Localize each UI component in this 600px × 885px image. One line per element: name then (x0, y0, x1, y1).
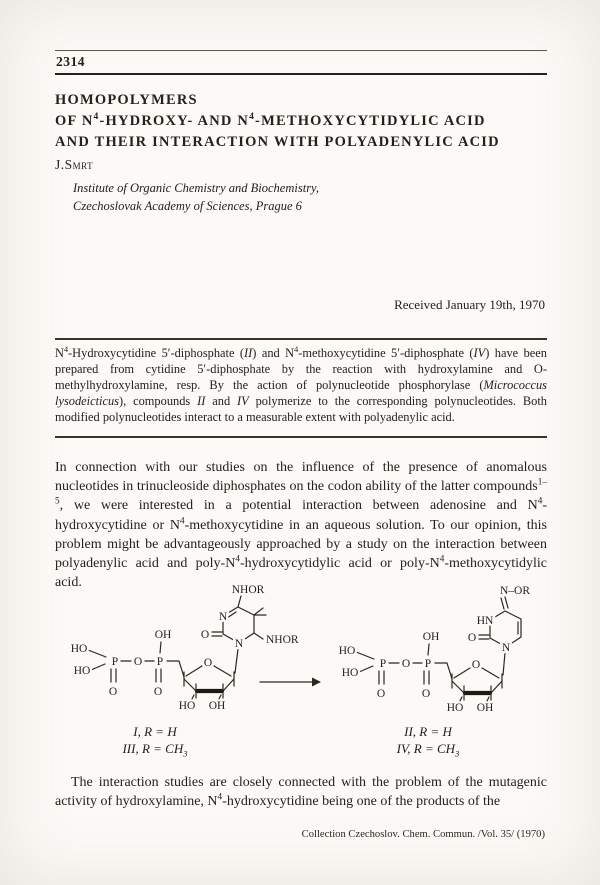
affiliation (73, 180, 319, 215)
caption-right (368, 723, 488, 757)
left-phosphate-double-bonds (111, 669, 161, 682)
atom-label: N–OR (499, 585, 531, 597)
left-ribose-bonds (184, 666, 234, 691)
atom-label: HO (70, 643, 88, 655)
atom-label: O (203, 657, 213, 669)
atom-label: O (200, 629, 210, 641)
atom-label: P (156, 656, 164, 668)
atom-label: P (379, 658, 387, 670)
atom-label: HO (178, 700, 196, 712)
atom-label: N (218, 611, 228, 623)
atom-label: HN (476, 615, 494, 627)
atom-label: N (234, 638, 244, 650)
atom-label: NHOR (231, 584, 265, 596)
atom-label: O (421, 688, 431, 700)
atom-label: NHOR (266, 634, 299, 646)
arrow-head (312, 678, 321, 687)
caption-right-line-1: II, R = H (404, 724, 452, 739)
header-rule-thick (55, 73, 547, 75)
caption-left (95, 723, 215, 757)
structure-right (339, 585, 531, 714)
header-rule-thin (55, 50, 547, 51)
title-line-1: HOMOPOLYMERS (55, 92, 198, 108)
atom-label: O (401, 658, 411, 670)
atom-label: P (111, 656, 119, 668)
affiliation-line-1: Institute of Organic Chemistry and Biochemistry, (73, 181, 320, 195)
reaction-arrow (260, 678, 321, 687)
abstract-rule-top (55, 338, 547, 340)
atom-label: OH (208, 700, 226, 712)
title-line-3: AND THEIR INTERACTION WITH POLYADENYLIC ACID (55, 134, 500, 150)
atom-label: O (471, 659, 481, 671)
right-base-bonds (476, 597, 518, 675)
author-name: J.Smrt (55, 157, 94, 172)
atom-label: N (501, 642, 511, 654)
atom-label: P (424, 658, 432, 670)
paragraph-1: In connection with our studies on the influence of the presence of anomalous nucleotides in trinucleoside diphosphates on the codon ability of the latter compounds$^{1-5}$, we were interested in a potential interaction between adenosine and $N^4$-hydroxycytidine or $N^4$-methoxycytidine in an aqueous solution. To our opinion, this problem might be advantageously approached by a study on the interaction between polyadenylic acid and poly-$N^4$-hydroxycytidylic acid or poly-$N^4$-methoxycytidylic acid. (55, 460, 548, 591)
atom-label: O (376, 688, 386, 700)
caption-left-line-2: III, $R = CH_3$ (122, 741, 188, 759)
paragraph-2: The interaction studies are closely connected with the problem of the mutagenic activity of hydroxylamine, $N^4$-hydroxycytidine being one of the products of the (55, 775, 547, 810)
atom-label: O (153, 686, 163, 698)
journal-footer: Collection Czechoslov. Chem. Commun. /Vol. 35/ (1970) (301, 829, 545, 840)
right-ribose-bonds (452, 668, 502, 693)
abstract-rule-bottom (55, 436, 547, 438)
affiliation-line-2: Czechoslovak Academy of Sciences, Prague 6 (73, 198, 302, 213)
reaction-scheme (55, 583, 545, 733)
atom-label: HO (446, 702, 464, 714)
abstract-text: $N^4$-Hydroxycytidine 5′-diphosphate (II) and $N^4$-methoxycytidine 5′-diphosphate (IV) have been prepared from cytidine 5′-diphosphate by the reaction with hydroxylamine and O-methylhydroxylamine, resp. By the action of polynucleotide phosphorylase (Micrococcus lysodeicticus), compounds II and IV polymerize to the corresponding polynucleotides. Both modified polynucleotides interact to a measurable extent with polyadenylic acid. (55, 344, 547, 424)
atom-label: OH (154, 629, 172, 641)
title-line-2: OF $N^4-HYDROXY-$ AND $N^4$-METHOXYCYTIDYLIC ACID (55, 111, 486, 129)
page-number: 2314 (56, 54, 85, 69)
atom-label: HO (338, 645, 356, 657)
atom-label: HO (341, 667, 359, 679)
right-phosphate-double-bonds (379, 671, 429, 684)
atom-label: OH (422, 631, 440, 643)
atom-label: HO (73, 665, 91, 677)
caption-right-line-2: IV, $R = CH_3$ (396, 741, 460, 759)
atom-label: OH (476, 702, 494, 714)
atom-label: O (467, 632, 477, 644)
received-date: Received January 19th, 1970 (394, 297, 545, 312)
atom-label: O (108, 686, 118, 698)
article-title (55, 90, 555, 153)
structure-left (71, 584, 299, 712)
caption-left-line-1: I, R = H (133, 724, 177, 739)
atom-label: O (133, 656, 143, 668)
